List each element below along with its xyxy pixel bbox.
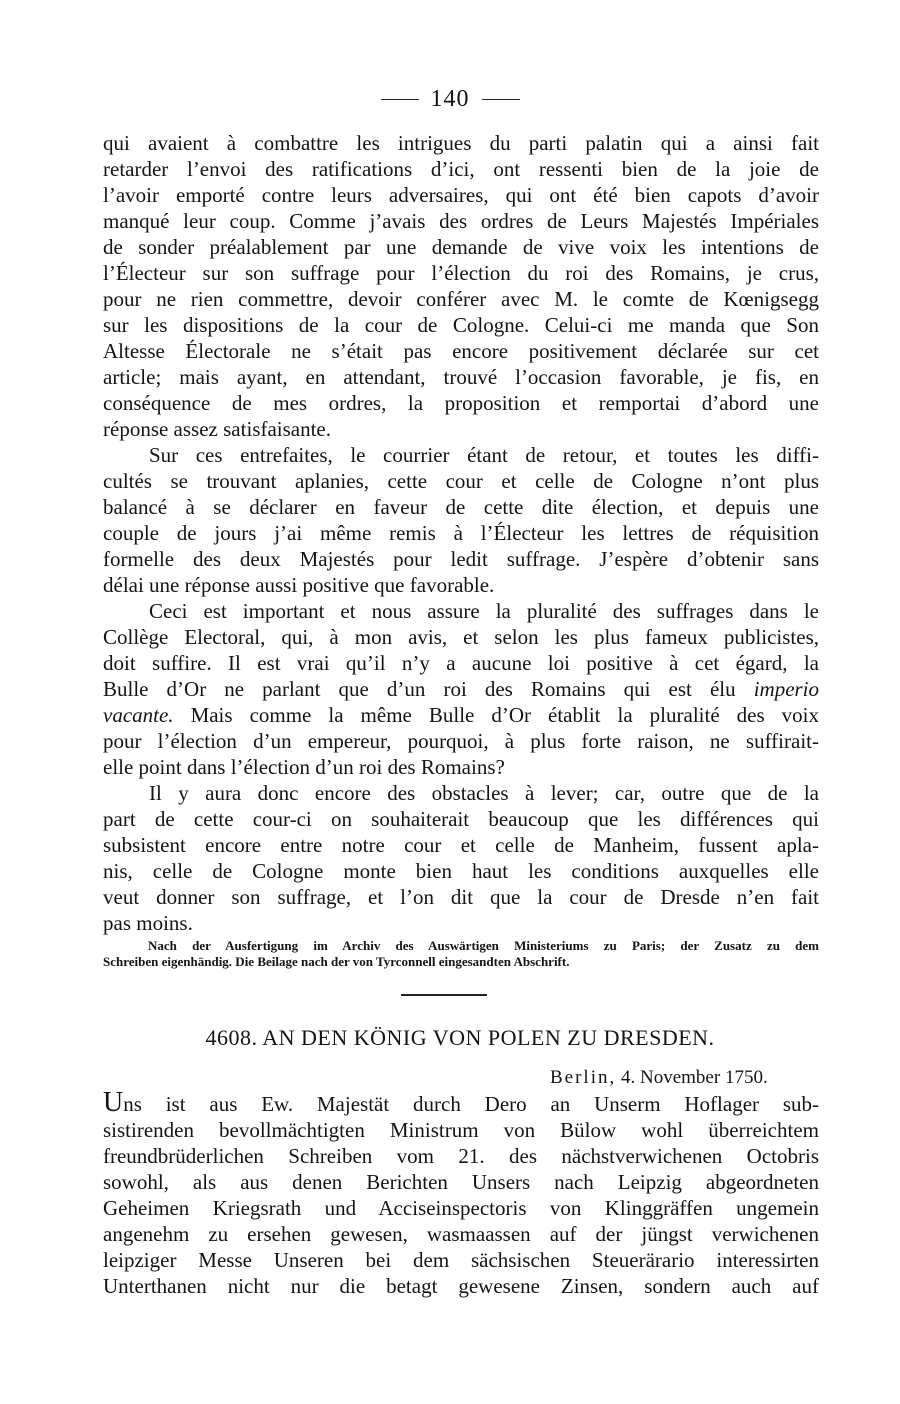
section-divider [401,994,487,996]
document-heading: 4608. AN DEN KÖNIG VON POLEN ZU DRESDEN. [205,1025,715,1050]
paragraph-1 [103,130,819,442]
text-line: veut donner son suffrage, et l’on dit que la cour de Dresde n’en fait [103,885,819,909]
text-segment: ns ist aus Ew. Majestät durch Dero an Unserm Hoflager sub- [123,1092,819,1116]
text-line [103,676,819,702]
text-line: retarder l’envoi des ratifications d’ici, ont ressenti bien de la joie de [103,157,819,181]
text-line: Sur ces entrefaites, le courrier étant de retour, et toutes les diffi- [149,443,819,467]
letter-text [103,1087,819,1299]
latin-phrase: imperio [753,677,820,701]
text-line: Geheimen Kriegsrath und Acciseinspectoris von Klinggräffen ungemein [103,1196,819,1220]
page-number: 140 [430,85,470,112]
text-line: conséquence de mes ordres, la proposition et remportai d’abord une [103,391,819,415]
text-line: part de cette cour-ci on souhaiterait beaucoup que les différences qui [103,807,819,831]
text-line: balancé à se déclarer en faveur de cette dite élection, et depuis une [103,495,819,519]
text-line: article; mais ayant, en attendant, trouvé l’occasion favorable, je fis, en [103,365,819,389]
text-line: elle point dans l’élection d’un roi des Romains? [103,755,505,779]
header-left-dash [381,99,419,100]
text-line: angenehm zu ersehen gewesen, wasmaassen auf der jüngst verwichenen [103,1222,819,1246]
text-line: couple de jours j’ai même remis à l’Électeur les lettres de réquisition [103,521,819,545]
text-line: de sonder préalablement par une demande de vive voix les intentions de [103,235,819,259]
text-line: réponse assez satisfaisante. [103,417,331,441]
text-line: Ceci est important et nous assure la pluralité des suffrages dans le [149,599,819,623]
text-line: cultés se trouvant aplanies, cette cour et celle de Cologne n’ont plus [103,469,819,493]
paragraph-2 [103,442,819,598]
text-segment: Mais comme la même Bulle d’Or établit la pluralité des voix [190,703,819,727]
source-note [103,938,819,970]
text-line: l’Électeur sur son suffrage pour l’élection du roi des Romains, je crus, [103,261,819,285]
text-line: leipziger Messe Unseren bei dem sächsischen Steuerärario interessirten [103,1248,819,1272]
text-segment: Bulle d’Or ne parlant que d’un roi des Romains qui est élu [103,677,736,701]
text-line: Unterthanen nicht nur die betagt gewesene Zinsen, sondern auch auf [103,1274,819,1298]
text-line: délai une réponse aussi positive que favorable. [103,573,495,597]
source-note-line: Schreiben eigenhändig. Die Beilage nach der von Tyrconnell eingesandten Abschrift. [103,954,570,969]
text-line: sistirenden bevollmächtigten Ministrum von Bülow wohl überreichtem [103,1118,819,1142]
dateline-place: Berlin, [550,1067,617,1088]
text-line: formelle des deux Majestés pour ledit suffrage. J’espère d’obtenir sans [103,547,819,571]
text-line: Collège Electoral, qui, à mon avis, et selon les plus fameux publicistes, [103,625,819,649]
text-line: subsistent encore entre notre cour et celle de Manheim, fussent apla- [103,833,819,857]
initial-letter: U [103,1087,124,1118]
text-line: sur les dispositions de la cour de Cologne. Celui-ci me manda que Son [103,313,819,337]
text-line [103,1087,819,1118]
paragraph-4 [103,780,819,936]
text-line: manqué leur coup. Comme j’avais des ordres de Leurs Majestés Impériales [103,209,819,233]
page-header [0,84,900,114]
text-line: l’avoir emporté contre leurs adversaires, qui ont été bien capots d’avoir [103,183,819,207]
text-line: doit suffire. Il est vrai qu’il n’y a aucune loi positive à cet égard, la [103,651,819,675]
header-right-dash [482,99,520,100]
text-line: qui avaient à combattre les intrigues du parti palatin qui a ainsi fait [103,131,819,155]
text-line [103,702,819,728]
source-note-line: Nach der Ausfertigung im Archiv des Auswärtigen Ministeriums zu Paris; der Zusatz zu dem [148,938,819,953]
latin-phrase: vacante. [103,703,174,727]
text-line: sowohl, als aus denen Berichten Unsers nach Leipzig abgeordneten [103,1170,819,1194]
body-text [103,130,819,936]
text-line: Il y aura donc encore des obstacles à lever; car, outre que de la [149,781,819,805]
text-line: pour ne rien commettre, devoir conférer avec M. le comte de Kœnigsegg [103,287,819,311]
dateline [550,1067,800,1089]
text-line: pour l’élection d’un empereur, pourquoi, à plus forte raison, ne suffirait- [103,729,819,753]
text-line: freundbrüderlichen Schreiben vom 21. des nächstverwichenen Octobris [103,1144,819,1168]
text-line: Altesse Électorale ne s’était pas encore positivement déclarée sur cet [103,339,819,363]
dateline-date: 4. November 1750. [621,1067,768,1088]
paragraph-3 [103,598,819,780]
text-line: pas moins. [103,911,193,935]
text-line: nis, celle de Cologne monte bien haut les conditions auxquelles elle [103,859,819,883]
